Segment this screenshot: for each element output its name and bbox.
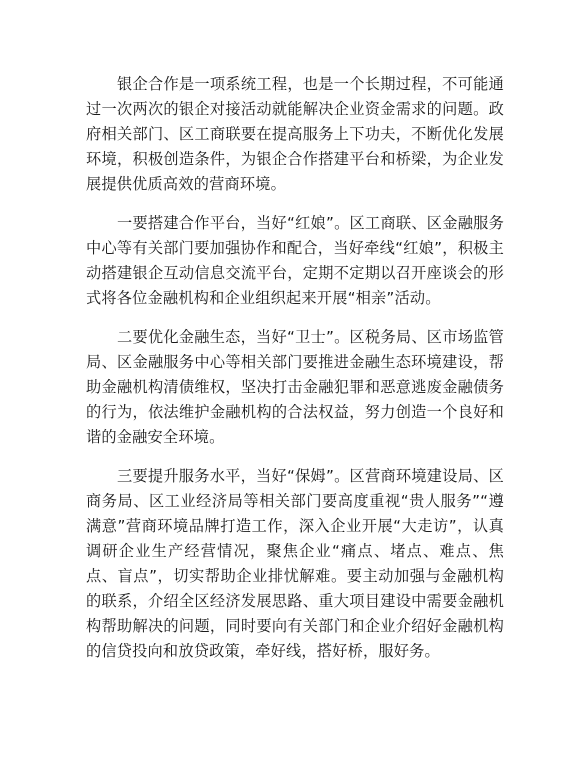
paragraph-ecology: 二要优化金融生态，当好“卫士”。区税务局、区市场监管局、区金融服务中心等相关部门要推进金融生态环境建设，帮助金融机构清债维权，坚决打击金融犯罪和恶意逃废金融债务的行为，依法维护金融机构的合法权益，努力创造一个良好和谐的金融安全环境。: [86, 328, 504, 446]
paragraph-platform: 一要搭建合作平台，当好“红娘”。区工商联、区金融服务中心等有关部门要加强协作和配合，当好牵线“红娘”，积极主动搭建银企互动信息交流平台，定期不定期以召开座谈会的形式将各位金融机构和企业组织起来开展“相亲”活动。: [86, 214, 504, 307]
paragraph-intro: 银企合作是一项系统工程，也是一个长期过程，不可能通过一次两次的银企对接活动就能解决企业资金需求的问题。政府相关部门、区工商联要在提高服务上下功夫，不断优化发展环境，积极创造条件，为银企合作搭建平台和桥梁，为企业发展提供优质高效的营商环境。: [86, 75, 504, 193]
paragraph-service: 三要提升服务水平，当好“保姆”。区营商环境建设局、区商务局、区工业经济局等相关部门要高度重视“贵人服务”“遵满意”营商环境品牌打造工作，深入企业开展“大走访”，认真调研企业生产经营情况，聚焦企业“痛点、堵点、难点、焦点、盲点”，切实帮助企业排忧解难。要主动加强与金融机构的联系，介绍全区经济发展思路、重大项目建设中需要金融机构帮助解决的问题，同时要向有关部门和企业介绍好金融机构的信贷投向和放贷政策，牵好线，搭好桥，服好务。: [86, 467, 504, 660]
document-body: [86, 72, 504, 678]
